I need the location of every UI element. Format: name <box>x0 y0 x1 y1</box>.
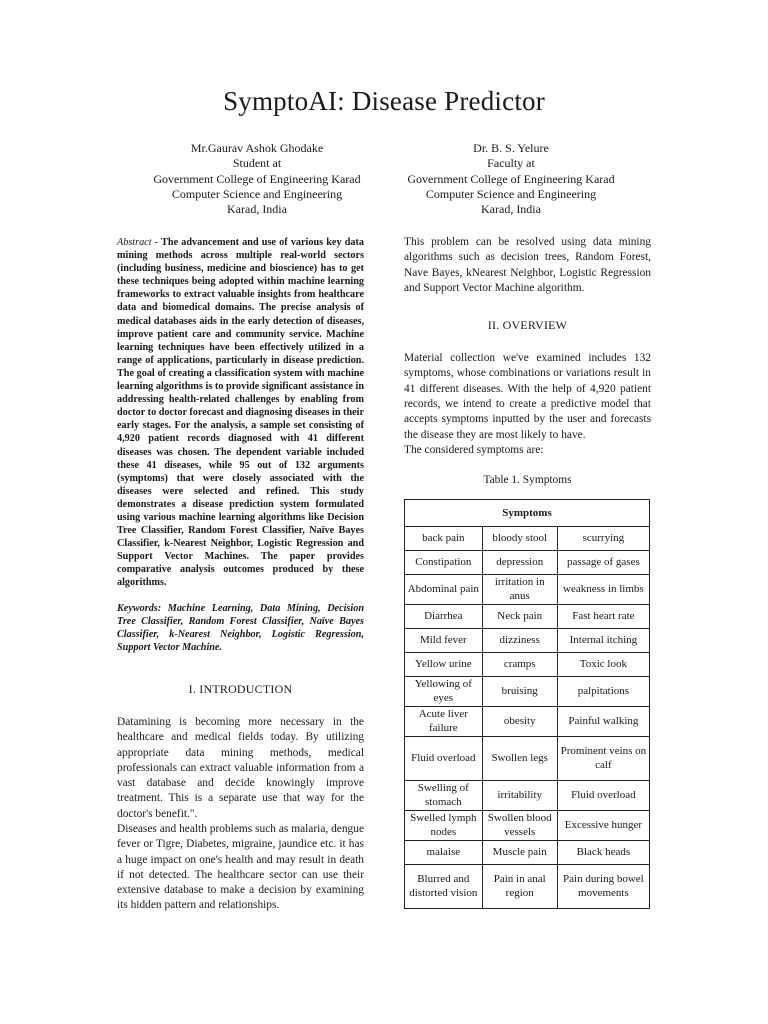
left-column <box>117 236 364 914</box>
table-caption: Table 1. Symptoms <box>483 474 572 487</box>
table-cell: irritability <box>482 781 557 811</box>
table-cell: Pain in anal region <box>482 865 557 909</box>
keywords-text: Machine Learning, Data Mining, Decision Tree Classifier, Random Forest Classifier, Naïve Bayes Classifier, k-Nearest Neighbor, Logistic Regression, Support Vector Machine. <box>117 602 364 653</box>
table-cell: Excessive hunger <box>557 811 649 841</box>
table-cell: Swelled lymph nodes <box>405 811 483 841</box>
table-cell: scurrying <box>557 527 649 551</box>
table-cell: Fluid overload <box>557 781 649 811</box>
abstract-lead: Abstract - <box>117 237 159 248</box>
table-header-row <box>405 500 650 527</box>
overview-paragraph-1: Material collection we've examined includes 132 symptoms, whose combinations or variations result in 41 different diseases. With the help of 4,920 patient records, we intend to create a predictive model that accepts symptoms inputted by the user and forecasts the disease they are most likely to have. <box>404 352 651 441</box>
table-row <box>405 811 650 841</box>
keywords-lead: Keywords: <box>117 602 162 614</box>
overview-paragraph-2: The considered symptoms are: <box>404 443 544 456</box>
author-block-2 <box>376 141 646 217</box>
table-cell: Diarrhea <box>405 605 483 629</box>
table-cell: Constipation <box>405 551 483 575</box>
table-cell: Swollen legs <box>482 737 557 781</box>
overview-heading: II. OVERVIEW <box>487 318 568 333</box>
table-cell: Neck pain <box>482 605 557 629</box>
table-row <box>405 527 650 551</box>
author-name: Mr.Gaurav Ashok Ghodake <box>190 141 324 155</box>
table-cell: Fluid overload <box>405 737 483 781</box>
table-cell: Abdominal pain <box>405 575 483 605</box>
table-cell: Toxic look <box>557 653 649 677</box>
table-cell: depression <box>482 551 557 575</box>
author-location: Karad, India <box>227 202 287 217</box>
author-department: Computer Science and Engineering <box>425 186 597 201</box>
table-cell: Swollen blood vessels <box>482 811 557 841</box>
table-row <box>405 781 650 811</box>
table-cell: Blurred and distorted vision <box>405 865 483 909</box>
table-cell: malaise <box>405 841 483 865</box>
table-cell: Swelling of stomach <box>405 781 483 811</box>
table-row <box>405 865 650 909</box>
table-row <box>405 551 650 575</box>
table-row <box>405 629 650 653</box>
table-cell: Yellow urine <box>405 653 483 677</box>
author-department: Computer Science and Engineering <box>171 186 343 201</box>
table-cell: bruising <box>482 677 557 707</box>
introduction-paragraph-1: Datamining is becoming more necessary in the healthcare and medical fields today. By utilizing appropriate data mining methods, medical professionals can extract valuable information from a vast database and decide knowingly improve treatment. This is a separate use that way for the doctor's benefit.". <box>117 715 364 820</box>
author-institution: Government College of Engineering Karad <box>407 171 615 186</box>
table-row <box>405 605 650 629</box>
author-role: Student at <box>232 156 282 171</box>
table-cell: palpitations <box>557 677 649 707</box>
right-intro-paragraph: This problem can be resolved using data mining algorithms such as decision trees, Random Forest, Nave Bayes, kNearest Neighbor, Logistic Regression and Support Vector Machine algorithm. <box>404 236 651 294</box>
author-location: Karad, India <box>481 202 541 217</box>
author-name: Dr. B. S. Yelure <box>473 141 549 155</box>
table-row <box>405 653 650 677</box>
table-cell: Internal itching <box>557 629 649 653</box>
table-row <box>405 677 650 707</box>
author-role: Faculty at <box>487 156 535 171</box>
table-row <box>405 737 650 781</box>
right-column <box>404 235 651 909</box>
table-cell: Mild fever <box>405 629 483 653</box>
table-cell: Muscle pain <box>482 841 557 865</box>
table-cell: bloody stool <box>482 527 557 551</box>
symptoms-table <box>404 499 650 909</box>
abstract <box>117 236 364 590</box>
introduction-heading: I. INTRODUCTION <box>188 681 293 696</box>
author-block-1 <box>122 141 392 217</box>
table-cell: Pain during bowel movements <box>557 865 649 909</box>
table-cell: obesity <box>482 707 557 737</box>
table-cell: Painful walking <box>557 707 649 737</box>
table-cell: cramps <box>482 653 557 677</box>
symptoms-table-body <box>405 527 650 909</box>
table-cell: irritation in anus <box>482 575 557 605</box>
table-row <box>405 841 650 865</box>
table-cell: weakness in limbs <box>557 575 649 605</box>
introduction-paragraph-2: Diseases and health problems such as malaria, dengue fever or Tigre, Diabetes, migraine, jaundice etc. it has a huge impact on one's health and may result in death if not detected. The healthcare sector can use their extensive database to make a decision by examining its hidden pattern and relationships. <box>117 822 364 912</box>
table-cell: Yellowing of eyes <box>405 677 483 707</box>
table-cell: Fast heart rate <box>557 605 649 629</box>
table-row <box>405 575 650 605</box>
table-header-cell: Symptoms <box>405 500 650 527</box>
table-cell: passage of gases <box>557 551 649 575</box>
table-cell: Black heads <box>557 841 649 865</box>
table-cell: Prominent veins on calf <box>557 737 649 781</box>
paper-title: SymptoAI: Disease Predictor <box>223 86 545 116</box>
table-row <box>405 707 650 737</box>
table-cell: dizziness <box>482 629 557 653</box>
author-institution: Government College of Engineering Karad <box>153 171 361 186</box>
table-cell: back pain <box>405 527 483 551</box>
table-cell: Acute liver failure <box>405 707 483 737</box>
abstract-text: The advancement and use of various key data mining methods across multiple real-world sectors (including business, medicine and bioscience) has to get these techniques being adopted within machine learning frameworks to extract valuable insights from healthcare data and biomedical domains. The precise analysis of medical databases aids in the early detection of diseases, improve patient care and community service. Machine learning techniques have been effectively utilized in a range of applications, particularly in disease prediction. The goal of creating a classification system with machine learning algorithms is to provide significant assistance in addressing health-related challenges by enabling from doctor to doctor forecast and diagnosing diseases in their early stages. For the analysis, a sample set consisting of 4,920 patient records diagnosed with 41 different diseases was chosen. The dependent variable included these 41 diseases, while 95 out of 132 arguments (symptoms) that were closely associated with the diseases were selected and refined. This study demonstrates a disease prediction system formulated using various machine learning algorithms like Decision Tree Classifier, Random Forest Classifier, Naïve Bayes Classifier, k-Nearest Neighbor, Logistic Regression and Support Vector Machines. The paper provides comparative analysis outcomes produced by these algorithms. <box>117 237 364 589</box>
keywords <box>117 602 364 654</box>
